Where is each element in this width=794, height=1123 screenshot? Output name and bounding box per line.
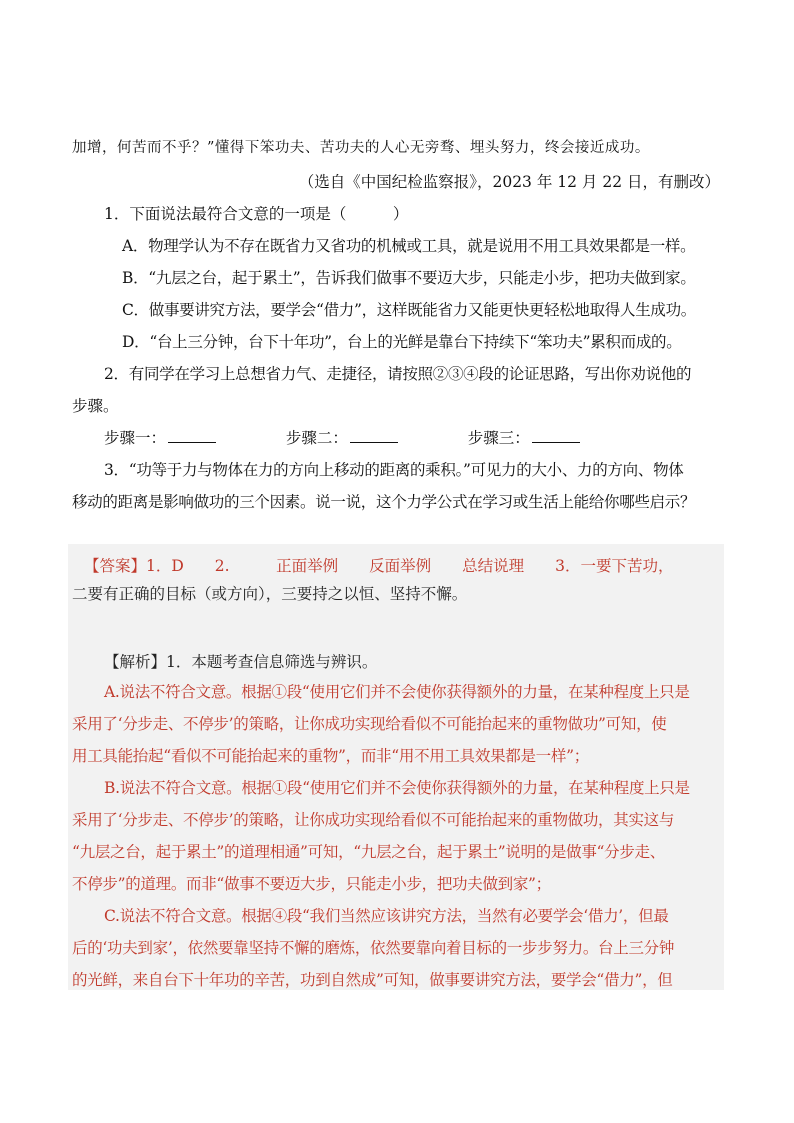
analysis-title: 【解析】1．本题考查信息筛选与辨识。: [104, 653, 378, 671]
question-3-stem-line1: 3．“功等于力与物体在力的方向上移动的距离的乘积。”可见力的大小、力的方向、物体: [104, 461, 684, 479]
question-3-stem-line2: 移动的距离是影响做功的三个因素。说一说，这个力学公式在学习或生活上能给你哪些启示？: [72, 493, 696, 511]
question-2-steps: [104, 428, 754, 448]
question-1-option-b: B．“九层之台，起于累土”，告诉我们做事不要迈大步，只能走小步，把功夫做到家。: [122, 269, 696, 287]
analysis-b-line2: 采用了‘分步走、不停步’的策略，让你成功实现给看似不可能抬起来的重物做功，其实这与: [72, 811, 675, 829]
step-1-blank: [168, 428, 216, 443]
step-2-label: 步骤二：: [285, 429, 348, 447]
analysis-b-line1: B.说法不符合文意。根据①段“使用它们并不会使你获得额外的力量，在某种程度上只是: [104, 779, 690, 797]
passage-closing-line: 加增，何苦而不乎？”懂得下笨功夫、苦功夫的人心无旁骛、埋头努力，终会接近成功。: [72, 140, 650, 156]
analysis-c-line3: 的光鲜，来自台下十年功的辛苦，功到自然成”可知，做事要讲究方法，要学会“借力”，但: [72, 971, 673, 989]
passage-source: （选自《中国纪检监察报》，2023 年 12 月 22 日，有删改）: [298, 173, 720, 191]
question-1-option-d: D．“台上三分钟，台下十年功”，台上的光鲜是靠台下持续下“笨功夫”累积而成的。: [122, 333, 682, 351]
question-1-stem: 1．下面说法最符合文意的一项是（ ）: [104, 205, 409, 223]
analysis-c-line1: C.说法不符合文意。根据④段“我们当然应该讲究方法，当然有必要学会‘借力’，但最: [104, 907, 669, 925]
step-1-label: 步骤一：: [104, 429, 167, 447]
analysis-a-line1: A.说法不符合文意。根据①段“使用它们并不会使你获得额外的力量，在某种程度上只是: [104, 683, 690, 701]
step-3-label: 步骤三：: [467, 429, 530, 447]
analysis-a-line2: 采用了‘分步走、不停步’的策略，让你成功实现给看似不可能抬起来的重物做功”可知，使: [72, 715, 667, 733]
question-1-option-c: C．做事要讲究方法，要学会“借力”，这样既能省力又能更快更轻松地取得人生成功。: [122, 301, 697, 319]
analysis-c-line2: 后的‘功夫到家’，依然要靠坚持不懈的磨炼，依然要靠向着目标的一步步努力。台上三分钟: [72, 939, 675, 957]
question-2-stem-line1: 2．有同学在学习上总想省力气、走捷径，请按照②③④段的论证思路，写出你劝说他的: [104, 365, 692, 383]
question-2-stem-line2: 步骤。: [72, 397, 119, 415]
step-2-blank: [350, 428, 398, 443]
step-3-blank: [532, 428, 580, 443]
analysis-a-line3: 用工具能抬起“看似不可能抬起来的重物”，而非“用不用工具效果都是一样”；: [72, 747, 589, 765]
answer-line2: 二要有正确的目标（或方向），三要持之以恒、坚持不懈。: [72, 585, 468, 603]
analysis-b-line3: “九层之台，起于累土”的道理相通”可知，“九层之台，起于累土”说明的是做事“分步走、: [72, 843, 665, 861]
answer-line1: 【答案】1．D 2. 正面举例 反面举例 总结说理 3．一要下苦功，: [84, 557, 674, 575]
analysis-b-line4: 不停步”的道理。而非“做事不要迈大步，只能走小步，把功夫做到家”；: [72, 875, 551, 893]
question-1-option-a: A．物理学认为不存在既省力又省功的机械或工具，就是说用不用工具效果都是一样。: [122, 237, 696, 255]
